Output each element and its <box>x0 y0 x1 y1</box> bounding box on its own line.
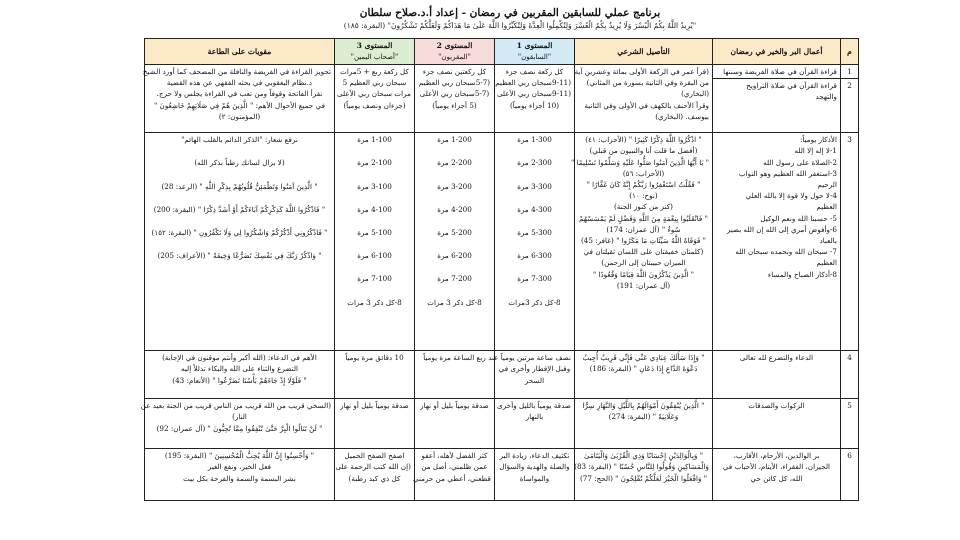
supports-cell <box>145 351 335 399</box>
cell-line: 3-200 مرة <box>437 181 472 191</box>
cell-line: 8-كل ذكر 3 مرات <box>347 297 402 307</box>
level3-subtitle: "أصحاب اليمين" <box>350 52 399 61</box>
table-row <box>145 449 859 501</box>
cell-line: اصفح الصفح الجميل <box>344 451 405 461</box>
cell-line: 7- سبحان الله وبحمده سبحان الله <box>735 247 837 257</box>
level2-subtitle: "المقربون" <box>438 52 471 61</box>
cell-line: 6-300 مرة <box>517 251 552 261</box>
cell-line: 1-200 مرة <box>437 135 472 145</box>
cell-line: كثر الفضل لأهله، أعفو <box>421 451 488 461</box>
cell-line: " اذْكُرُوا اللَّهَ ذِكْرًا كَثِيرًا " (الأحزاب: ٤١) <box>585 135 702 145</box>
row-number: 5 <box>841 399 859 449</box>
cell-line: 1-300 مرة <box>517 135 552 145</box>
row-number: 1 <box>841 65 859 79</box>
supports-cell <box>145 449 335 501</box>
level1-cell <box>495 399 575 449</box>
cell-line: 2-100 مرة <box>357 158 392 168</box>
cell-line: تكثيف الدعاء، زيادة البر <box>499 451 570 461</box>
evidence-cell <box>571 133 713 351</box>
cell-line: 5-300 مرة <box>517 228 552 238</box>
cell-line: 8-كل ذكر 3مرات <box>508 297 561 307</box>
cell-line: وَعَلَانِيَةً " (البقرة: 274) <box>608 412 679 422</box>
cell-line: (10 أجزاء يومياً) <box>509 100 560 110</box>
cell-line: 4-لا حول ولا قوة إلا بالله العلي <box>745 191 837 201</box>
col-level1-header <box>495 39 575 65</box>
cell-line: العظيم <box>816 202 837 212</box>
level2-title: المستوى 2 <box>436 41 473 51</box>
cell-line: النار) <box>232 412 247 422</box>
cell-line: عمن ظلمني، أصل من <box>421 462 488 472</box>
col-level2-header <box>415 39 495 65</box>
col-deeds-header: أعمال البر والخير في رمضان <box>713 39 841 65</box>
cell-line: صدقة يومياً بالليل وأخرى <box>497 401 571 411</box>
cell-line: (نوح: ١٠) <box>629 191 658 201</box>
cell-line: تحويز القراءة في الفريضة والنافلة من المصحف كما أورد الشيخ <box>142 67 331 76</box>
row-number: 4 <box>841 351 859 399</box>
cell-line: " وَبِالْوَالِدَيْنِ إِحْسَانًا وَذِي الْقُرْبَىٰ وَالْيَتَامَىٰ <box>583 451 704 461</box>
cell-line: 6-وأفوض أمري إلى الله إن الله بصير <box>726 224 837 234</box>
level3-cell <box>335 65 415 133</box>
cell-line: بالعباد <box>819 236 837 246</box>
cell-line: الميزان حبيبتان إلى الرحمن) <box>601 258 686 268</box>
evidence-cell <box>575 351 713 399</box>
cell-line: " فَلَوْلَا إِذْ جَاءَهُمْ بَأْسُنَا تَضَرَّعُوا " (الأنعام: 43) <box>172 375 307 385</box>
cell-line: بيوسف. (البخاري) <box>655 111 709 121</box>
level1-cell <box>495 133 575 351</box>
level3-cell <box>335 399 415 449</box>
cell-line: 5-100 مرة <box>357 228 392 238</box>
evidence-cell <box>575 449 713 501</box>
verse-subtitle: "يُرِيدُ اللَّهُ بِكُمُ الْيُسْرَ وَلَا يُرِيدُ بِكُمُ الْعُسْرَ وَلِتُكْمِلُوا الْعِدَّةَ وَلِتُكَبِّرُوا اللَّهَ عَلَىٰ مَا هَدَاكُمْ وَلَعَلَّكُمْ تَشْكُرُونَ" (البقرة: ١٨٥) <box>343 21 697 30</box>
cell-line: " الَّذِينَ آمَنُوا وَتَطْمَئِنُّ قُلُوبُهُمْ بِذِكْرِ اللَّهِ " (الرعد: 28) <box>161 181 318 191</box>
cell-line: " الَّذِينَ يَذْكُرُونَ اللَّهَ قِيَامًا وَقُعُودًا " <box>592 269 695 279</box>
cell-line: سبحان ربي العظيم 5 <box>342 78 407 88</box>
row-number: 3 <box>841 133 859 351</box>
cell-line: 7-300 مرة <box>517 274 552 284</box>
evidence-cell <box>575 65 713 133</box>
cell-line: " وَأَحْسِنُوا إِنَّ اللَّهَ يُحِبُّ الْمُحْسِنِينَ " (البقرة: 195) <box>164 451 315 461</box>
cell-line: 1-100 مرة <box>357 135 392 145</box>
col-number-header: م <box>841 39 859 65</box>
cell-line: وقرأ الأحنف بالكهف في الأولى وفي الثانية <box>584 100 709 110</box>
header-row <box>145 39 859 65</box>
cell-line: (جزءان ونصف يومياً) <box>343 100 406 110</box>
level1-cell <box>488 351 575 399</box>
cell-line: سُوءٌ " (آل عمران: 174) <box>606 224 681 234</box>
cell-line: 7-200 مرة <box>437 274 472 284</box>
cell-line: " الَّذِينَ يُنْفِقُونَ أَمْوَالَهُمْ بِاللَّيْلِ وَالنَّهَارِ سِرًّا <box>582 401 705 411</box>
cell-line: 6-100 مرة <box>357 251 392 261</box>
level2-cell <box>415 133 495 351</box>
cell-line: 8-أذكار الصباح والمساء <box>767 269 837 279</box>
deeds-cell <box>713 65 841 79</box>
cell-line: نرفع شعار: "الذكر الدائم بالقلب الهائم" <box>181 135 298 145</box>
col-evidence-header: التأصيل الشرعي <box>575 39 713 65</box>
cell-line: قراءة القرآن في صلاة التراويح <box>746 81 837 91</box>
cell-line: قطعني، أعطي من حرمني <box>412 473 491 483</box>
level2-cell <box>415 351 495 399</box>
cell-line: قراءة القرآن في صلاة الفريضة وسننها <box>723 67 837 76</box>
cell-line: كل ركعة نصف جزء <box>505 67 564 76</box>
cell-line: 7-100 مرة <box>357 274 392 284</box>
cell-line: " فَقُلْتُ اسْتَغْفِرُوا رَبَّكُمْ إِنَّهُ كَانَ غَفَّارًا " <box>586 180 701 190</box>
cell-line: (5-7سبحان ربي الأعلى <box>419 89 490 99</box>
cell-line: " لَنْ تَنَالُوا الْبِرَّ حَتَّىٰ تُنْفِقُوا مِمَّا تُحِبُّونَ " (آل عمران: 92) <box>156 423 323 433</box>
deeds-cell <box>713 351 841 399</box>
cell-line: (قرأ عمر في الركعة الأولى بمائة وعشرين آية <box>574 67 709 76</box>
cell-line: والصلة والهدية والسؤال <box>499 462 570 472</box>
cell-line: " يَا أَيُّهَا الَّذِينَ آمَنُوا صَلُّوا عَلَيْهِ وَسَلِّمُوا تَسْلِيمًا " <box>571 157 709 167</box>
cell-line: صدقة يومياً بليل أو نهار <box>340 401 409 411</box>
cell-line: من البقرة وفي الثانية بسورة من المثاني) <box>586 78 709 88</box>
level3-cell <box>335 133 415 351</box>
cell-line: " فَاذْكُرُوا اللَّهَ كَذِكْرِكُمْ آبَاءَكُمْ أَوْ أَشَدَّ ذِكْرًا " (البقرة: 200) <box>153 204 326 214</box>
supports-cell <box>145 133 335 351</box>
cell-line: " وَافْعَلُوا الْخَيْرَ لَعَلَّكُمْ تُفْلِحُونَ " (الحج: 77) <box>579 473 708 483</box>
table-row <box>145 351 859 399</box>
cell-line: بر الوالدين، الأرحام، الأقارب، <box>733 451 820 461</box>
cell-line: مرات سبحان ربي الأعلى <box>337 89 411 99</box>
level1-cell <box>495 449 575 501</box>
cell-line: الرحيم <box>817 180 837 190</box>
cell-line: كل ركعتين نصف جزء <box>422 67 487 76</box>
supports-cell <box>140 399 335 449</box>
cell-line: (الأحزاب: ٥٦) <box>622 168 665 178</box>
cell-line: في جميع الأحوال الأهم: " الَّذِينَ هُمْ فِي صَلَاتِهِمْ خَاشِعُونَ " <box>153 100 326 110</box>
cell-line: بالنهار <box>525 412 544 422</box>
col-level3-header <box>335 39 415 65</box>
cell-line: فعل الخير، ونفع الغير <box>207 462 272 472</box>
deeds-cell <box>713 449 841 501</box>
cell-line: (5-7سبحان ربي العظيم <box>418 78 491 88</box>
cell-line: 3-100 مرة <box>357 181 392 191</box>
col-supports-header: مقويات على الطاعة <box>145 39 335 65</box>
cell-line: نشر البسمة والسمة والفرحة بكل بيت <box>183 473 296 483</box>
cell-line: دَعْوَةَ الدَّاعِ إِذَا دَعَانِ " (البقرة: 186) <box>589 364 698 374</box>
evidence-cell <box>575 399 713 449</box>
cell-line: (أفضل ما قلت أنا والنبيون من قبلي) <box>589 146 698 156</box>
level2-cell <box>415 65 495 133</box>
cell-line: 2-300 مرة <box>517 158 552 168</box>
cell-line: 3-300 مرة <box>517 181 552 191</box>
level3-cell <box>335 449 415 501</box>
cell-line: والمواساة <box>519 473 550 483</box>
level3-title: المستوى 3 <box>356 41 393 51</box>
cell-line: " فَوَقَاهُ اللَّهُ سَيِّئَاتِ مَا مَكَرُوا " (غافر: 45) <box>580 236 706 246</box>
cell-line: نقرأ الفاتحة وقوفاً ومن تعب في القراءة يجلس ولا حرج. <box>156 89 323 99</box>
level1-title: المستوى 1 <box>516 41 553 51</box>
cell-line: التضرع والثناء على الله والبكاء تذللاً إليه <box>180 364 299 374</box>
cell-line: 4-100 مرة <box>357 204 392 214</box>
cell-line: 5- حسبنا الله ونعم الوكيل <box>760 213 837 223</box>
row-number: 6 <box>841 449 859 501</box>
cell-line: (5 أجزاء يومياً) <box>432 100 477 110</box>
table-row <box>145 65 859 79</box>
cell-line: الله، كل كائن حي <box>750 473 803 483</box>
cell-line: " فَاذْكُرُونِي أَذْكُرْكُمْ وَاشْكُرُوا لِي وَلَا تَكْفُرُونِ " (البقرة: ١٥٢) <box>151 228 328 238</box>
cell-line: (البخاري) <box>681 89 709 99</box>
cell-line: صدقة يومياً بليل أو نهار <box>420 401 489 411</box>
program-table <box>140 38 859 501</box>
level1-subtitle: "السابقون" <box>517 52 552 61</box>
cell-line: " فَانْقَلَبُوا بِنِعْمَةٍ مِنَ اللَّهِ وَفَضْلٍ لَمْ يَمْسَسْهُمْ <box>579 213 708 223</box>
cell-line: 4-300 مرة <box>517 204 552 214</box>
cell-line: (إن الله كتب الرحمة على <box>335 462 411 472</box>
cell-line: (آل عمران: 191) <box>616 280 671 290</box>
cell-line: الأذكار يومياً: <box>799 135 837 145</box>
level2-cell <box>412 449 495 501</box>
cell-line: 3-استغفر الله العظيم وهو التواب <box>738 168 837 178</box>
deeds-cell <box>713 133 841 351</box>
cell-line: وقبل الإفطار وأخرى في <box>498 364 571 374</box>
cell-line: (9-11سبحان ربي العظيم <box>495 78 571 88</box>
cell-line: نصف ساعة مرتين يومياً عند <box>488 353 571 363</box>
cell-line: العظيم <box>816 258 837 268</box>
cell-line: الجيران، الفقراء، الأيتام، الأحباب في <box>722 462 831 472</box>
cell-line: (9-11سبحان ربي الأعلى <box>496 89 571 99</box>
cell-line: والتهجد <box>815 92 837 102</box>
cell-line: الزكوات والصدقات <box>748 401 805 411</box>
cell-line: 4-200 مرة <box>437 204 472 214</box>
level1-cell <box>495 65 575 133</box>
level3-cell <box>335 351 415 399</box>
cell-line: 10 دقائق مرة يومياً <box>345 353 404 363</box>
cell-line: 1-لا إله إلا الله <box>794 146 837 156</box>
cell-line: 2-200 مرة <box>437 158 472 168</box>
cell-line: " وَإِذَا سَأَلَكَ عِبَادِي عَنِّي فَإِنِّي قَرِيبٌ أُجِيبُ <box>582 353 705 363</box>
cell-line: 8-كل ذكر 3 مرات <box>427 297 482 307</box>
cell-line: الأهم في الدعاء: (الله أكبر وأنتم موقنون في الإجابة) <box>162 353 317 363</box>
table-row <box>145 133 859 351</box>
cell-line: د.نظام اليعقوبي في بحثه الفقهي عن هذه القضية <box>166 78 313 88</box>
cell-line: (السخي قريب من الله قريب من الناس قريب من الجنة بعيد عن <box>140 401 331 411</box>
deeds-cell <box>713 79 841 133</box>
cell-line: (كنز من كنوز الجنة) <box>614 202 673 212</box>
deeds-cell <box>713 399 841 449</box>
cell-line: السحر <box>524 375 545 385</box>
page-title: برنامج عملي للسابقين المقربين في رمضان - إعداد أ.د.صلاح سلطان <box>359 7 661 19</box>
cell-line: ربع الساعة مرة يومياً <box>423 353 486 363</box>
cell-line: 2-الصلاة على رسول الله <box>763 157 837 167</box>
cell-line: كل ركعة ربع + 5مرات <box>340 67 409 76</box>
cell-line: الدعاء والتضرع لله تعالى <box>739 353 814 363</box>
level2-cell <box>415 399 495 449</box>
row-number: 2 <box>841 79 859 133</box>
cell-line: 5-200 مرة <box>437 228 472 238</box>
cell-line: (المؤمنون: ٢) <box>218 111 261 121</box>
cell-line: " وَاذْكُرْ رَبَّكَ فِي نَفْسِكَ تَضَرُّعًا وَخِيفَةً " (الأعراف: 205) <box>157 251 322 261</box>
cell-line: (كلمتان خفيفتان على اللسان ثقيلتان في <box>583 247 704 257</box>
table-row <box>145 399 859 449</box>
supports-cell <box>142 65 335 133</box>
cell-line: كل ذي كبد رطبة) <box>348 473 401 483</box>
cell-line: وَالْمَسَاكِينِ وَقُولُوا لِلنَّاسِ حُسْنًا " (البقرة: 83) <box>574 462 709 472</box>
cell-line: 6-200 مرة <box>437 251 472 261</box>
cell-line: (لا يزال لسانك رطباً بذكر الله) <box>194 158 285 168</box>
